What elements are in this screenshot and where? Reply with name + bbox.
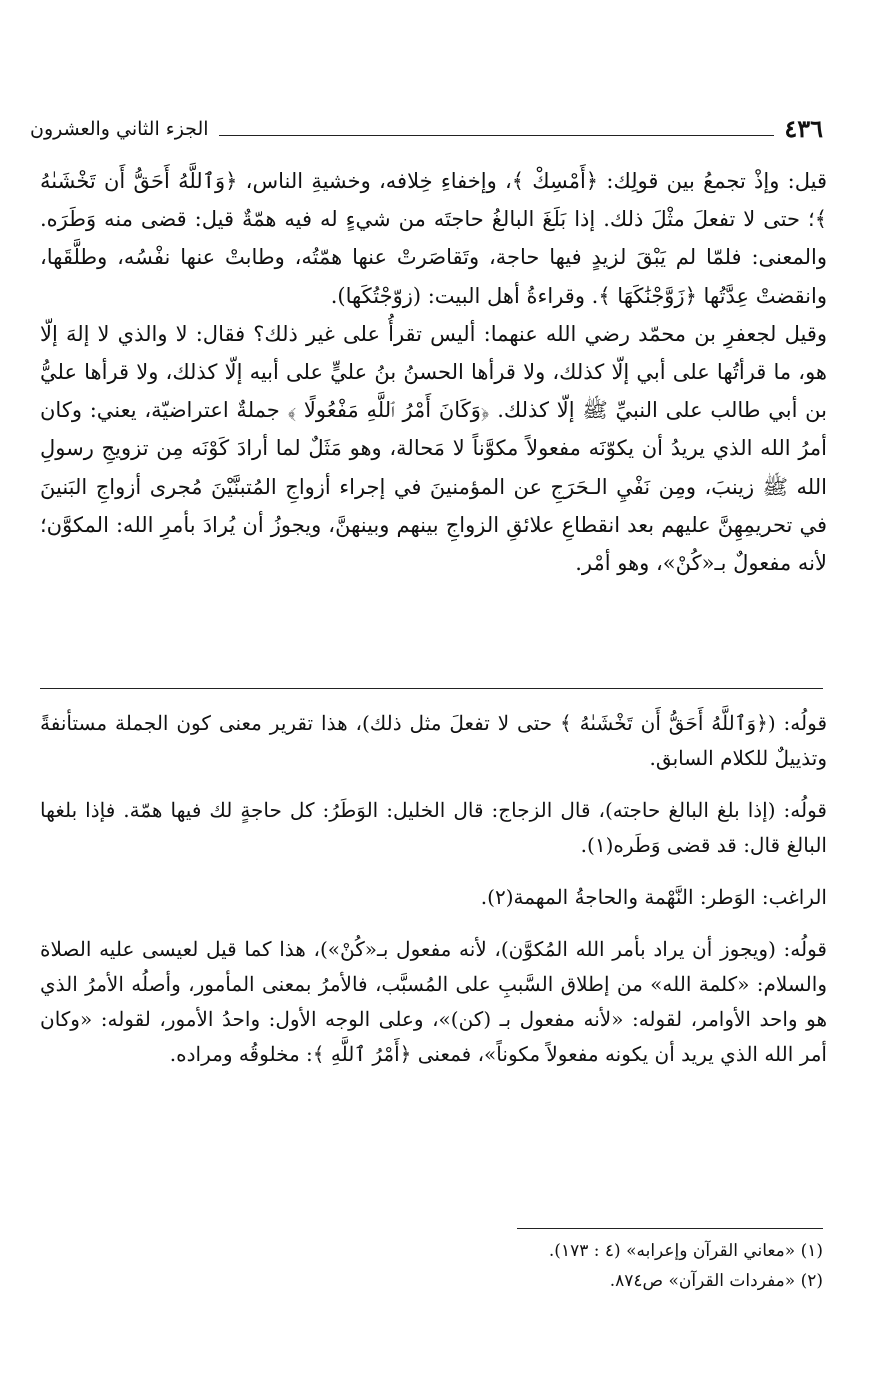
footnote: (١) «معاني القرآن وإعرابه» (٤ : ١٧٣). <box>548 1241 823 1261</box>
commentary-paragraph: قولُه: (ويجوز أن يراد بأمر الله المُكوَّن)، لأنه مفعول بـ«كُنْ»)، هذا كما قيل لعيسى عليه الصلاة والسلام: «كلمة الله» من إطلاق السَّببِ على المُسبَّب، فالأمرُ بمعنى المأمور، وأصلُه الأمرُ الذي هو واحد الأوامر، لقوله: «لأنه مفعول بـ (كن)»، وعلى الوجه الأول: واحدُ الأمور، لقوله: «وكان أمر الله الذي يريد أن يكونه مفعولاً مكوناً»، فمعنى ﴿أَمْرُ ٱللَّهِ ﴾: مخلوقُه ومراده. <box>40 937 827 1066</box>
main-paragraph: وقيل لجعفرِ بن محمّد رضي الله عنهما: أليس تقرأُ على غير ذلك؟ فقال: لا والذي لا إلهَ إلّا هو، ما قرأتُها على أبي إلّا كذلك، ولا قرأها الحسنُ بنُ عليٍّ على أبيه إلّا كذلك، ولا قرأها عليُّ بن أبي طالب على النبيِّ ﷺ إلّا كذلك. ﴿وَكَانَ أَمْرُ ٱللَّهِ مَفْعُولًا ﴾ جملةٌ اعتراضيّة، يعني: وكان أمرُ الله الذي يريدُ أن يكوّنَه مفعولاً مكوَّناً لا مَحالة، وهو مَثَلٌ لما أرادَ كَوْنَه مِن تزويجِ رسولِ الله ﷺ زينبَ، ومِن نَفْيِ الـحَرَجِ عن المؤمنينَ في إجراء أزواجِ المُتبنَّيْنَ مُجرى أزواجِ البَنينَ في تحريمِهِنَّ عليهم بعد انقطاعِ علائقِ الزواجِ بينهم وبينهنَّ، ويجوزُ أن يُرادَ بأمرِ الله: المكوَّن؛ لأنه مفعولٌ بـ«كُنْ»، وهو أمْر. <box>40 321 827 576</box>
footnotes <box>40 1236 823 1296</box>
commentary-paragraph: الراغب: الوَطر: النَّهْمة والحاجةُ المهمة(٢). <box>480 885 827 909</box>
page-header <box>30 108 823 144</box>
commentary-paragraph: قولُه: (﴿وَٱللَّهُ أَحَقُّ أَن تَخْشَىٰهُ ﴾ حتى لا تفعلَ مثل ذلك)، هذا تقرير معنى كون الجملة مستأنفةً وتذييلٌ للكلام السابق. <box>40 711 827 770</box>
page-number: ٤٣٦ <box>784 114 823 143</box>
header-rule <box>219 135 775 136</box>
footnote: (٢) «مفردات القرآن» ص٨٧٤. <box>609 1271 823 1291</box>
main-paragraph: قيل: وإذْ تجمعُ بين قولِك: ﴿أَمْسِكْ ﴾، وإخفاءِ خِلافه، وخشيةِ الناس، ﴿وَٱللَّهُ أَحَقُّ أَن تَخْشَىٰهُ ﴾؛ حتى لا تفعلَ مثْلَ ذلك. إذا بَلَغَ البالغُ حاجتَه من شيءٍ له فيه همّةٌ قيل: قضى منه وَطَرَه. والمعنى: فلمّا لم يَبْقَ لزيدٍ فيها حاجة، وتَقاصَرتْ عنها همّتُه، وطابتْ عنها نفْسُه، وطلَّقَها، وانقضتْ عِدَّتُها ﴿زَوَّجْنَٰكَهَا ﴾. وقراءةُ أهل البيت: (زوّجْتُكَها). <box>40 169 827 308</box>
section-divider <box>40 688 823 689</box>
commentary <box>40 706 827 1089</box>
main-text <box>40 162 827 582</box>
footnote-divider <box>517 1228 823 1229</box>
running-title: الجزء الثاني والعشرون <box>30 118 209 140</box>
commentary-paragraph: قولُه: (إذا بلغ البالغ حاجته)، قال الزجاج: قال الخليل: الوَطَرُ: كل حاجةٍ لك فيها همّة. فإذا بلغها البالغ قال: قد قضى وَطَره(١). <box>40 798 827 857</box>
